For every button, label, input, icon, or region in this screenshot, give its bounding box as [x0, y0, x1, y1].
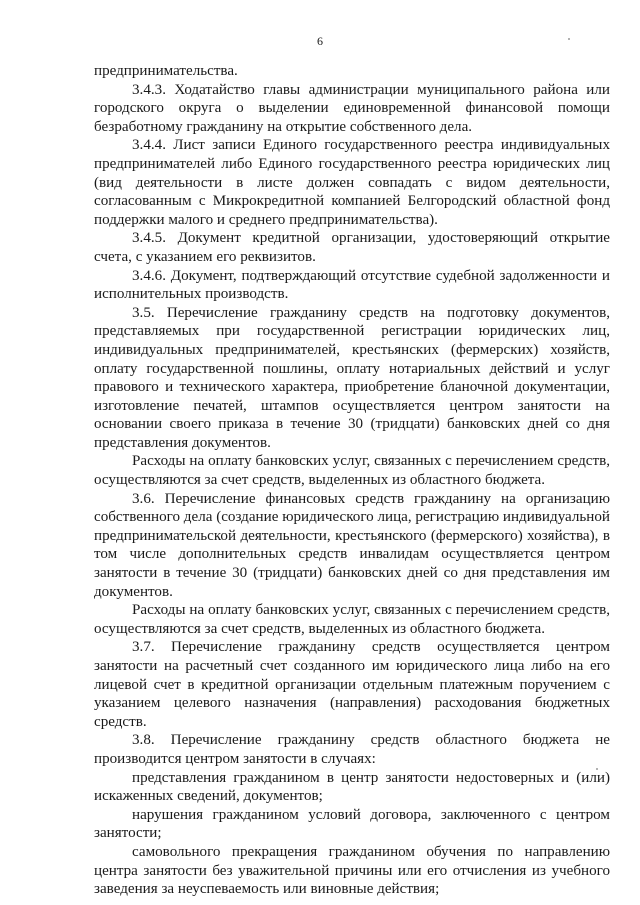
paragraph-continuation: предпринимательства. — [94, 63, 238, 79]
paragraph-3-8: 3.8. Перечисление гражданину средств областного бюджета не производится центром занятости в случаях: — [94, 732, 610, 767]
paragraph-3-5-expenses: Расходы на оплату банковских услуг, связанных с перечислением средств, осуществляются за счет средств, выделенных из областного бюджета. — [94, 453, 610, 489]
scan-speck — [596, 768, 598, 770]
page-number: 6 — [317, 34, 323, 48]
paragraph-3-5: 3.5. Перечисление гражданину средств на подготовку документов, представляемых при государственной регистрации юридических лиц, индивидуальных предпринимателей, крестьянских (фермерских) хозяйств, оплату государственной пошлины, оплату нотариальных действий и услуг правового и технического характера, приобретение бланочной документации, изготовление печатей, штампов осуществляется центром занятости на основании своего приказа в течение 30 (тридцати) банковских дней со дня представления документов. — [94, 304, 610, 451]
paragraph-3-7: 3.7. Перечисление гражданину средств осуществляется центром занятости на расчетный счет созданного им юридического лица либо на его лицевой счет в кредитной организации отдельным платежным поручением с указанием целевого назначения (направления) расходования бюджетных средств. — [94, 639, 610, 730]
paragraph-3-4-5: 3.4.5. Документ кредитной организации, удостоверяющий открытие счета, с указанием его реквизитов. — [94, 230, 610, 265]
paragraph-3-6-expenses: Расходы на оплату банковских услуг, связанных с перечислением средств, осуществляются за счет средств, выделенных из областного бюджета. — [94, 602, 610, 637]
paragraph-3-6: 3.6. Перечисление финансовых средств гражданину на организацию собственного дела (создание юридического лица, регистрацию индивидуальной предпринимательской деятельности, крестьянского (фермерского) хозяйства), в том числе дополнительных средств инвалидам осуществляется центром занятости в течение 30 (тридцати) банковских дней со дня представления им документов. — [94, 490, 610, 600]
paragraph-3-4-4: 3.4.4. Лист записи Единого государственного реестра индивидуальных предпринимателей либо Единого государственного реестра юридических лиц (вид деятельности в листе должен совпадать с видом деятельности, согласованным с Микрокредитной компанией Белгородский областной фонд поддержки малого и среднего предпринимательства). — [94, 137, 610, 228]
paragraph-3-4-3: 3.4.3. Ходатайство главы администрации муниципального района или городского округа о выделении единовременной финансовой помощи безработному гражданину на открытие собственного дела. — [94, 81, 610, 135]
list-item-contract-violation: нарушения гражданином условий договора, заключенного с центром занятости; — [94, 806, 610, 842]
scan-speck — [568, 38, 570, 40]
list-item-false-information: представления гражданином в центр занятости недостоверных и (или) искаженных сведений, документов; — [94, 769, 610, 805]
paragraph-3-4-6: 3.4.6. Документ, подтверждающий отсутствие судебной задолженности и исполнительных производств. — [94, 267, 610, 303]
list-item-training-termination: самовольного прекращения гражданином обучения по направлению центра занятости без уважительной причины или его отчисления из учебного заведения за неуспеваемость или виновные действия; — [94, 843, 610, 898]
document-body — [94, 62, 610, 899]
